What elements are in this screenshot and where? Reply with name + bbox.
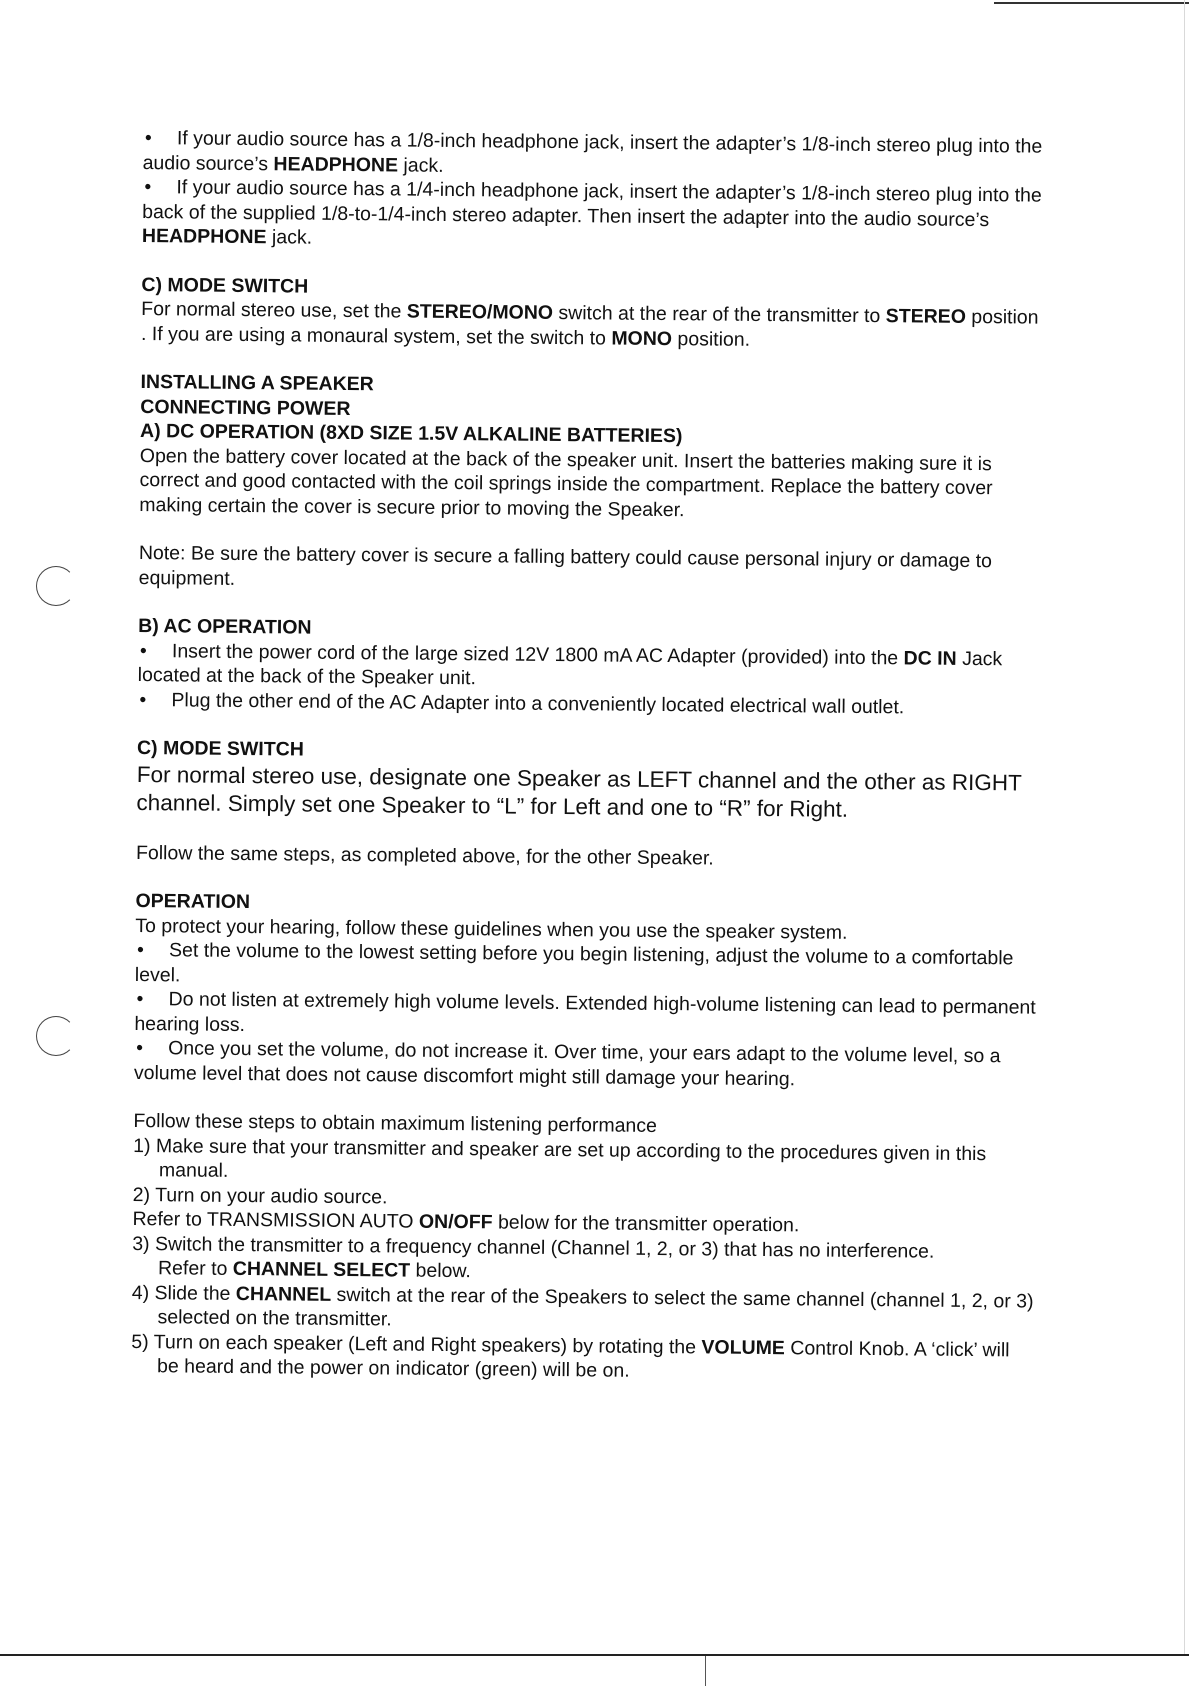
mode-switch-transmitter-text: For normal stereo use, set the STEREO/MONO switch at the rear of the transmitter to STEREO position . If you are using a monaural system, set the switch to MONO position.: [140, 297, 1039, 351]
bullet-glyph: •: [136, 987, 144, 1011]
bullet-glyph: •: [144, 176, 152, 199]
heading-ac-operation: B) AC OPERATION: [138, 614, 312, 639]
step-1: 1) Make sure that your transmitter and speaker are set up according to the procedures given in this manual.: [133, 1134, 987, 1182]
right-edge-shadow: [1184, 0, 1185, 1654]
mode-switch-speaker-text: For normal stereo use, designate one Speaker as LEFT channel and the other as RIGHT channel. Simply set one Speaker to “L” for Left and one to “R” for Right.: [136, 761, 1022, 822]
bullet-glyph: •: [144, 127, 152, 150]
bottom-tick-mark: [705, 1656, 706, 1686]
punch-hole-lower: [36, 1016, 76, 1056]
bullet-headphone-1-4: • If your audio source has a 1/4-inch headphone jack, insert the adapter’s 1/8-inch stereo plug into the back of the supplied 1/8-to-1/4-inch stereo adapter. Then insert the adapter into the audio source’s HEADPHONE jack.: [141, 176, 1042, 249]
follow-same-steps: Follow the same steps, as completed above, for the other Speaker.: [135, 841, 714, 870]
top-edge-rule: [994, 2, 1189, 4]
refer-transmission-auto: Refer to TRANSMISSION AUTO ON/OFF below for the transmitter operation.: [132, 1207, 800, 1237]
bullet-glyph: •: [136, 938, 145, 962]
heading-mode-switch-transmitter: C) MODE SWITCH: [141, 273, 309, 298]
bullet-headphone-1-8: • If your audio source has a 1/8-inch headphone jack, insert the adapter’s 1/8-inch stereo plug into the audio source’s HEADPHONE jack.: [142, 127, 1043, 177]
bullet-ac-wall-outlet: • Plug the other end of the AC Adapter into a conveniently located electrical wall outlet.: [137, 687, 1042, 720]
heading-operation: OPERATION: [135, 889, 251, 914]
step-5: 5) Turn on each speaker (Left and Right speakers) by rotating the VOLUME Control Knob. A ‘click’ will be heard and the power on indicator (green) will be on.: [131, 1330, 1010, 1382]
dc-operation-text: Open the battery cover located at the back of the speaker unit. Insert the batteries making sure it is correct and good contacted with the coil springs inside the compartment. Replace the battery cover making certain the cover is secure prior to moving the Speaker.: [139, 444, 993, 521]
battery-note: Note: Be sure the battery cover is secure a falling battery could cause personal injury or damage to equipment.: [138, 541, 993, 590]
document-body: [131, 126, 1048, 1387]
heading-dc-operation: A) DC OPERATION (8XD SIZE 1.5V ALKALINE BATTERIES): [139, 419, 683, 448]
operation-intro: To protect your hearing, follow these guidelines when you use the speaker system.: [135, 914, 848, 944]
bullet-ac-power-cord: • Insert the power cord of the large sized 12V 1800 mA AC Adapter (provided) into the DC IN Jack located at the back of the Speaker unit.: [137, 639, 1003, 690]
bullet-volume-lowest: • Set the volume to the lowest setting before you begin listening, adjust the volume to a comfortable level.: [134, 938, 1014, 986]
bullet-high-volume: • Do not listen at extremely high volume levels. Extended high-volume listening can lead to permanent hearing loss.: [134, 987, 1036, 1036]
bullet-do-not-increase: • Once you set the volume, do not increase it. Over time, your ears adapt to the volume level, so a volume level that does not cause discomfort might still damage your hearing.: [133, 1036, 1001, 1090]
heading-installing-speaker: INSTALLING A SPEAKER: [140, 370, 374, 396]
step-2: 2) Turn on your audio source.: [132, 1183, 388, 1208]
step-4: 4) Slide the CHANNEL switch at the rear of the Speakers to select the same channel (channel 1, 2, or 3) selected on the transmitter.: [131, 1281, 1034, 1331]
bullet-glyph: •: [139, 688, 147, 711]
step-3: 3) Switch the transmitter to a frequency channel (Channel 1, 2, or 3) that has no interference.: [132, 1232, 935, 1263]
steps-intro: Follow these steps to obtain maximum listening performance: [133, 1109, 658, 1137]
refer-channel-select: Refer to CHANNEL SELECT below.: [157, 1257, 471, 1283]
bullet-glyph: •: [136, 1036, 144, 1060]
heading-mode-switch-speaker: C) MODE SWITCH: [136, 736, 304, 761]
bottom-edge-rule: [0, 1654, 1189, 1656]
bullet-glyph: •: [139, 639, 147, 662]
heading-connecting-power: CONNECTING POWER: [140, 395, 351, 420]
punch-hole-upper: [36, 566, 76, 606]
